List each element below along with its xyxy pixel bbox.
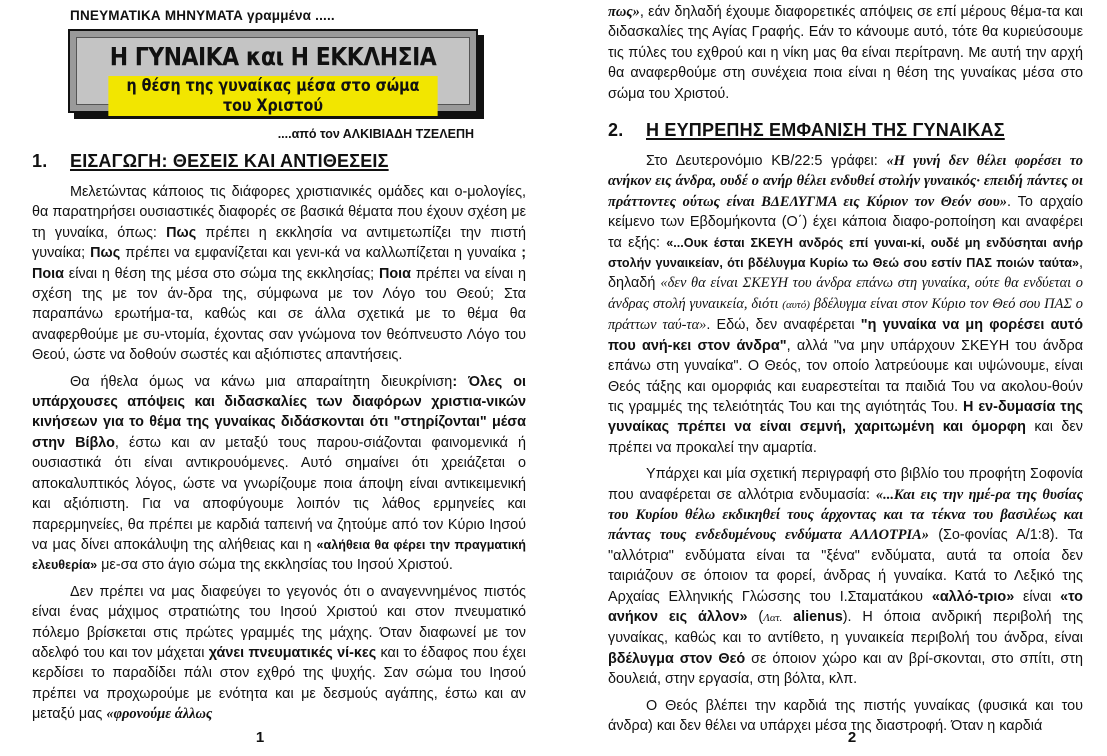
text-run: πρέπει να εμφανίζεται και γενι-κά να καλλωπίζεται η γυναίκα <box>120 245 522 262</box>
text-run: πρέπει η εκκλησία να αντιμετωπίζει την πιστή γυναίκα; <box>32 224 526 262</box>
title-banner <box>68 29 478 116</box>
emphasis-run: Η εν-δυμασία της γυναίκας πρέπει να είναι σεμνή, χαριτωμένη και όμορφη <box>608 398 1083 436</box>
text-run: και δεν πρέπει να προκαλεί την αμαρτία. <box>608 419 1083 456</box>
text-run: Μελετώντας κάποιος τις διάφορες χριστιανικές ομάδες και ο-μολογίες, θα παρατηρήσει ουσιαστικές διαφορές σε βασικά θέματα που έχουν σχέση με τη γυναίκα, όπως: <box>32 184 526 241</box>
emphasis-run: Ποια <box>378 265 411 282</box>
quote-run: βδέλυγμα είναι στον Κύριο τον Θεό σου ΠΑΣ ο πράττων ταύ-τα» <box>608 295 1083 334</box>
text-run: Ο Θεός βλέπει την καρδιά της πιστής γυναίκας (φυσικά και του άνδρα) και δεν θέλει να υπάρχει μέσα της διαστροφή. Όταν η καρδιά <box>608 697 1083 734</box>
emphasis-run: χάνει πνευματικές νί-κες <box>208 644 377 661</box>
emphasis-run: «αλλό-τριο» <box>931 588 1015 605</box>
quote-run: «αλήθεια θα φέρει την πραγματική ελευθερία» <box>32 537 527 573</box>
text-run: ). Η όποια ανδρική περιβολή της γυναίκας, καθώς και το αντίθετο, η γυναικεία περιβολή του άνδρα, είναι <box>608 608 1084 647</box>
text-run: πρέπει να είναι η σχέση της με τον άν-δρα της, σύμφωνα με τον Λόγο του Θεού; Στα παραπάνω ερωτήμα-τα, καθώς και σε άλλα σχετικά με το θέμα θα αναφερθούμε με συ-ντομία, έχοντας σαν γνώμονα τον θεόπνευστο Λόγο του Θεού, ώστε να δοθούν σωστές και αξιόπιστες απαντήσεις. <box>32 265 526 364</box>
section-title: Η ΕΥΠΡΕΠΗΣ ΕΜΦΑΝΙΣΗ ΤΗΣ ΓΥΝΑΙΚΑΣ <box>646 120 1005 141</box>
text-run: Δεν πρέπει να μας διαφεύγει το γεγονός ότι ο αναγεννημένος πιστός είναι ένας μάχιμος στρατιώτης του Ιησού Χριστού και στον πνευματικό πόλεμο βρίσκεται στις πρώτες γραμμές της μάχης. Όταν διαφωνεί με τον αδελφό του και τον μάχεται <box>32 583 526 661</box>
emphasis-run: «το ανήκον εις άλλον» <box>608 588 1083 625</box>
author-line: ....από τον ΑΛΚΙΒΙΑΔΗ ΤΖΕΛΕΠΗ <box>277 127 474 141</box>
series-label: ΠΝΕΥΜΑΤΙΚΑ ΜΗΝΥΜΑΤΑ γραμμένα ..... <box>70 8 335 23</box>
text-run: , έστω και αν μεταξύ τους παρου-σιάζονται φαινομενικά ή ουσιαστικά ότι είναι αντικρουόμενες. Αυτό σημαίνει ότι χρειάζεται ο αποκαλυπτικός λόγος, ώστε να γνωρίζουμε ποια άποψη είναι αντικειμενική και αξιόπιστη. Για να αποφύγουμε λοιπόν τις λάθος ερμηνείες και παρερμηνείες, θα πρέπει με καρδιά ταπεινή να ζητούμε από τον Κύριο Ιησού να μας δίνει αποκάλυψη της αλήθειας και η <box>32 434 526 553</box>
text-run: , εάν δηλαδή έχουμε διαφορετικές απόψεις σε επί μέρους θέμα-τα και διδασκαλίες της Αγίας Γραφής. Εάν το κάνουμε αυτό, τότε θα κυριεύσουμε τις πύλες του εχθρού και η νίκη μας θα είναι περίτρανη. Με αυτή την αρχή θα αναφερθούμε στη συνέχεια ποια είναι η θέση της γυναίκας μέσα στο σώμα του Χριστού. <box>608 4 1083 102</box>
section-heading-1 <box>32 151 526 172</box>
emphasis-run: "η γυναίκα να μη φορέσει αυτό που ανή-κει στον άνδρα" <box>608 317 1084 354</box>
text-run: (Σο-φονίας Α/1:8). Τα "αλλότρια" ενδύματα είναι τα "ξένα" ενδύματα, αυτά τα οποία δεν ταιριάζουν σε όποιον τα φορεί, άνδρας ή γυναίκα. Κατά το Λεξικό της Αρχαίας Ελληνικής Γλώσσης του Ι.Σταματάκου <box>608 527 1083 605</box>
paragraph-appearance-1 <box>608 151 1083 458</box>
quote-run: «...Και εις την ημέ-ρα της θυσίας του Κυρίου θέλω εκδικηθεί τους άρχοντας και τα τέκνα του βασιλέως και πάντας τους ενδεδυμένους ενδύματα ΑΛΛΟΤΡΙΑ» <box>608 486 1083 544</box>
text-run: . Εδώ, δεν αναφέρεται <box>706 317 861 334</box>
text-run: Θα ήθελα όμως να κάνω μια απαραίτητη διευκρίνιση <box>70 373 453 390</box>
document-subtitle: η θέση της γυναίκας μέσα στο σώμα του Χριστού <box>108 76 437 116</box>
paragraph-intro-2 <box>32 372 526 576</box>
text-run: . Το αρχαίο κείμενο των Εβδομήκοντα (Ο΄) έχει κάποια διαφο-ροποίηση και αναφέρει τα εξής: <box>608 193 1083 251</box>
text-run: Υπάρχει και μία σχετική περιγραφή στο βιβλίο του προφήτη Σοφονία που αναφέρεται σε αλλότρια ενδυμασία: <box>608 466 1083 503</box>
text-run <box>782 609 793 625</box>
text-run: , δηλαδή <box>608 255 1083 292</box>
page-number: 2 <box>847 729 857 746</box>
emphasis-run: Πως <box>166 224 197 241</box>
quote-run: (αυτό) <box>782 298 810 311</box>
section-title: ΕΙΣΑΓΩΓΗ: ΘΕΣΕΙΣ ΚΑΙ ΑΝΤΙΘΕΣΕΙΣ <box>70 151 389 171</box>
emphasis-run: βδέλυγμα στον Θεό <box>608 650 746 667</box>
page-number: 1 <box>255 729 265 746</box>
text-run: ( <box>747 608 764 625</box>
text-run: και το έδαφος που έχει κερδίσει το παραδίδει πάλι στον εχθρό της ψυχής. Σαν σώμα του Ιησού πρέπει να προχωρούμε με ενότητα και με δεσμούς αγάπης, έστω και αν μεταξύ μας <box>32 644 526 723</box>
text-run: είναι η θέση της μέσα στο σώμα της εκκλησίας; <box>64 265 379 282</box>
section-heading-2 <box>608 120 1083 141</box>
emphasis-run: ; Ποια <box>32 245 526 282</box>
emphasis-run: : Όλες οι υπάρχουσες απόψεις και διδασκαλίες των διαφόρων χριστια-νικών κινήσεων για το θέμα της γυναίκας διδάσκονται ότι "στηρίζονται" μέσα στην Βίβλο <box>32 373 526 451</box>
title-banner-inner <box>76 37 470 116</box>
paragraph-appearance-2 <box>608 464 1083 689</box>
text-run: σε όποιον χώρο και αν βρί-σκονται, στο σπίτι, στη δουλειά, στην εργασία, στη βόλτα, κλπ. <box>608 650 1083 688</box>
quote-run: «δεν θα είναι ΣΚΕΥΗ του άνδρα επάνω στη γυναίκα, ούτε θα ενδύεται ο άνδρας στολή γυναικεία, διότι <box>608 275 1084 312</box>
section-number: 2. <box>608 120 624 141</box>
quote-run: «φρονούμε άλλως <box>106 706 213 723</box>
paragraph-intro-3 <box>32 582 526 725</box>
emphasis-run: Πως <box>90 245 121 262</box>
quote-run: πως» <box>608 4 640 20</box>
text-run: , αλλά "να μην υπάρχουν ΣΚΕΥΗ του άνδρα επάνω στη γυναίκα". Ο Θεός, τον οποίο λατρεύουμε και υψώνουμε, είναι Θεός τάξης και ομορφιάς και ευαρεστείται τα παιδιά Του να ακολου-θούν τις γραμμές της τελειότητάς Του και της αγιότητάς Του. <box>608 337 1084 415</box>
left-page <box>0 0 540 756</box>
paragraph-intro-1 <box>32 182 526 366</box>
paragraph-continuation <box>608 2 1083 104</box>
section-number: 1. <box>32 151 48 171</box>
text-run: είναι <box>1014 588 1061 605</box>
document-title: Η ΓΥΝΑΙΚΑ και Η ΕΚΚΛΗΣΙΑ <box>109 42 437 71</box>
text-run: Στο Δευτερονόμιο ΚΒ/22:5 γράφει: <box>646 153 887 170</box>
text-run: με-σα στο άγιο σώμα της εκκλησίας του Ιησού Χριστού. <box>97 557 453 574</box>
quote-run: «...Ουκ έσται ΣΚΕΥΗ ανδρός επί γυναι-κί, ουδέ μη ενδύσηται ανήρ στολήν γυναικείαν, ότι βδέλυγμα Κυρίω τω Θεώ σου εστίν ΠΑΣ ποιών ταύτα» <box>608 235 1084 271</box>
emphasis-run: alienus <box>793 608 843 625</box>
text-run: Λατ. <box>763 611 783 624</box>
quote-run: «Η γυνή δεν θέλει φορέσει το ανήκον εις άνδρα, ουδέ ο ανήρ θέλει ενδυθεί στολήν γυναικός· επειδή πάντες οι πράττοντες ούτως είναι ΒΔΕΛΥΓΜΑ εις Κύριον τον Θεόν σου» <box>608 153 1084 210</box>
right-page <box>568 0 1107 756</box>
